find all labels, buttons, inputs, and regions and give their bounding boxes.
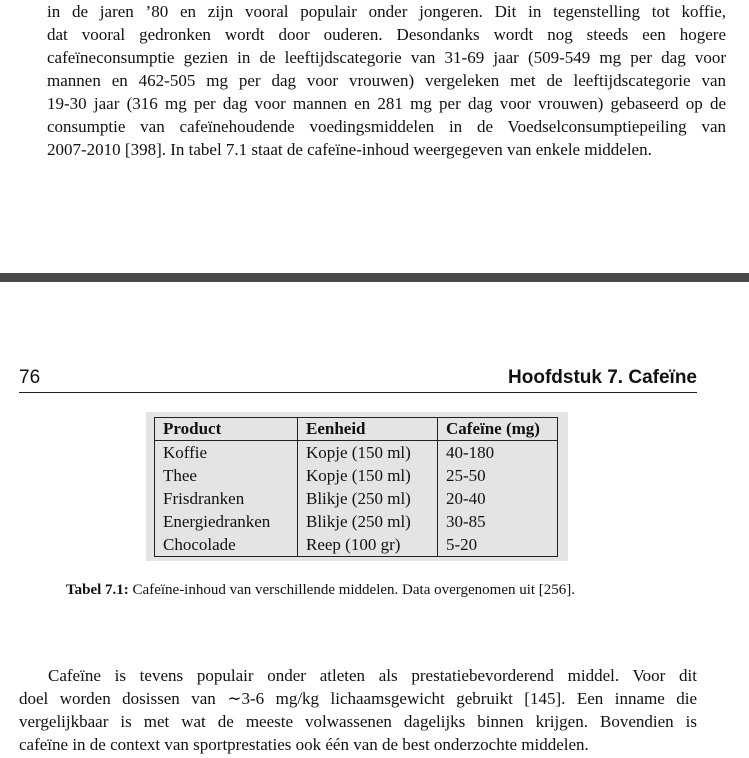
caffeine-table (154, 417, 558, 557)
column-header-caffeine: Cafeïne (mg) (438, 418, 558, 441)
table-cell-unit: Kopje (150 ml) (298, 464, 438, 487)
paragraph-line: 19-30 jaar (316 mg per dag voor mannen en 281 mg per dag voor vrouwen) gebaseerd op de (47, 94, 726, 113)
paragraph-line: Cafeïne is tevens populair onder atleten als prestatiebevorderend middel. Voor dit (48, 666, 697, 685)
table-row (155, 464, 558, 487)
paragraph-line: vergelijkbaar is met wat de meeste volwassenen dagelijks binnen krijgen. Bovendien is (19, 712, 697, 731)
table-caption (66, 580, 575, 600)
caption-text: Cafeïne-inhoud van verschillende middelen. Data overgenomen uit [256]. (132, 582, 576, 598)
table-cell-caffeine: 5-20 (438, 533, 558, 557)
table-cell-product: Thee (163, 465, 197, 485)
table-cell-caffeine: 20-40 (438, 487, 558, 510)
table-container (146, 412, 568, 561)
table-cell-caffeine: 40-180 (438, 441, 558, 465)
table-row (155, 510, 558, 533)
paragraph-line: cafeïne in de context van sportprestaties ook één van de best onderzochte middelen. (19, 735, 589, 754)
page-divider (0, 273, 749, 282)
bottom-paragraph (19, 664, 697, 756)
paragraph-line: dat vooral gedronken wordt door ouderen. Desondanks wordt nog steeds een hogere (47, 25, 726, 44)
table-header-row (155, 418, 558, 441)
paragraph-line: cafeïneconsumptie gezien in de leeftijdscategorie van 31-69 jaar (509-549 mg per dag voor (47, 48, 726, 67)
table-cell-unit: Blikje (250 ml) (298, 487, 438, 510)
table-cell-product: Koffie (163, 442, 208, 462)
table-cell-caffeine: 30-85 (438, 510, 558, 533)
table-cell-product: Frisdranken (163, 488, 245, 508)
table-row (155, 533, 558, 557)
table-row (155, 487, 558, 510)
table-cell-unit: Kopje (150 ml) (298, 441, 438, 465)
caption-label: Tabel 7.1: (66, 582, 129, 598)
table-cell-unit: Reep (100 gr) (298, 533, 438, 557)
table-row (155, 441, 558, 465)
page-header (19, 366, 697, 393)
table-cell-product: Chocolade (163, 534, 236, 554)
table-cell-unit: Blikje (250 ml) (298, 510, 438, 533)
paragraph-line: doel worden dosissen van ∼3-6 mg/kg lichaamsgewicht gebruikt [145]. Een inname die (19, 689, 697, 708)
top-paragraph (47, 0, 726, 161)
paragraph-line: 2007-2010 [398]. In tabel 7.1 staat de cafeïne-inhoud weergegeven van enkele middelen. (47, 140, 652, 159)
table-cell-caffeine: 25-50 (438, 464, 558, 487)
paragraph-line: in de jaren ’80 en zijn vooral populair onder jongeren. Dit in tegenstelling tot koffie, (47, 2, 726, 21)
chapter-title: Hoofdstuk 7. Cafeïne (508, 367, 697, 388)
paragraph-line: consumptie van cafeïnehoudende voedingsmiddelen in de Voedselconsumptiepeiling van (47, 117, 726, 136)
paragraph-line: mannen en 462-505 mg per dag voor vrouwen) vergeleken met de leeftijdscategorie van (47, 71, 726, 90)
column-header-unit: Eenheid (298, 418, 438, 441)
column-header-product: Product (163, 419, 222, 438)
page-number: 76 (19, 367, 41, 388)
table-cell-product: Energiedranken (163, 511, 271, 531)
